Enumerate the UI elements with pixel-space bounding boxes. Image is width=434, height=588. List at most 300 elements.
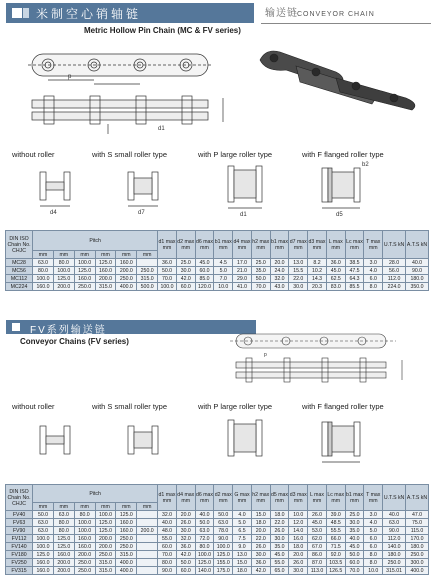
header-square-icon-2 [23,8,29,18]
mc-pitch-unit: mm [53,251,74,259]
table-cell: 18.0 [270,511,289,519]
table-cell: 500.0 [137,283,158,291]
table-row [6,535,429,543]
fv-roller-type-p: with P large roller type [198,402,273,411]
table-cell: 72.0 [195,535,214,543]
table-cell: 45.0 [345,543,364,551]
table-cell: 16.0 [289,535,308,543]
table-cell: 20.0 [251,527,270,535]
table-cell: 25.0 [345,511,364,519]
table-cell: 40.0 [158,519,177,527]
dim-d7-label: d7 [138,210,145,216]
table-cell [137,567,158,575]
table-cell: 8.0 [364,559,383,567]
table-cell: 35.0 [345,527,364,535]
table-cell: 200.0 [95,535,116,543]
table-cell: 83.0 [326,283,345,291]
table-cell: 21.0 [233,267,252,275]
table-cell: 47.0 [406,511,429,519]
table-cell [137,259,158,267]
table-cell: 20.0 [270,259,289,267]
table-cell: 160.0 [33,559,54,567]
table-row [6,567,429,575]
table-cell: 50.0 [33,511,54,519]
table-cell: 40.0 [383,511,406,519]
table-cell: 160.0 [95,267,116,275]
chain-model-cell: FV112 [6,535,33,543]
table-cell: 48.0 [158,527,177,535]
table-cell: 100.0 [33,543,54,551]
table-cell: 160.0 [33,567,54,575]
table-cell: 125.0 [53,543,74,551]
table-cell: 160.0 [116,527,137,535]
table-cell [137,559,158,567]
table-cell: 6.5 [233,527,252,535]
table-cell: 42.0 [251,567,270,575]
table-cell: 63.0 [195,527,214,535]
mc-head-col: U.T.S kN [383,231,406,259]
table-cell: 41.0 [233,283,252,291]
table-cell [137,551,158,559]
table-cell: 26.0 [308,511,327,519]
table-cell: 40.0 [345,535,364,543]
dim-d1-label: d1 [158,126,165,132]
table-cell: 180.0 [406,543,429,551]
dim-d1-roller-label: d1 [240,212,247,218]
table-cell: 50.0 [158,267,177,275]
table-cell: 22.0 [270,519,289,527]
table-cell: 250.0 [74,283,95,291]
table-cell: 400.0 [116,283,137,291]
fv-spec-table [5,484,429,575]
fv-roller-type-f: with F flanged roller type [302,402,384,411]
table-cell: 80.0 [33,267,54,275]
table-cell: 315.0 [116,551,137,559]
table-cell: 92.0 [326,551,345,559]
table-row [6,511,429,519]
mc-head-col: Lc max mm [345,231,364,259]
table-cell: 63.0 [33,519,54,527]
table-cell: 53.0 [308,527,327,535]
table-cell: 8.2 [308,259,327,267]
dim-b2-label: b2 [362,162,369,168]
table-cell: 38.5 [345,259,364,267]
table-cell: 10.0 [364,567,383,575]
fv-pitch-unit: mm [137,503,158,511]
table-cell: 32.0 [176,535,195,543]
table-cell: 36.0 [176,543,195,551]
table-row [6,551,429,559]
table-cell: 85.5 [345,283,364,291]
table-cell: 50.0 [345,551,364,559]
mc-subtitle: Metric Hollow Pin Chain (MC & FV series) [84,26,241,35]
table-row [6,275,429,283]
mc-roller-type-f: with F flanged roller type [302,150,384,159]
mc-head-col: b1 max mm [270,231,289,259]
fv-head-col: d4 max mm [176,485,195,511]
table-cell: 80.0 [53,527,74,535]
chain-model-cell: FV90 [6,527,33,535]
table-cell: 48.5 [326,519,345,527]
table-cell: 115.0 [406,527,429,535]
table-row [6,259,429,267]
table-cell: 125.0 [95,527,116,535]
table-cell [137,511,158,519]
fv-head-col: d3 max mm [289,485,308,511]
table-cell: 80.0 [53,259,74,267]
table-row [6,527,429,535]
table-cell: 100.0 [74,259,95,267]
fv-table-body [6,511,429,575]
fv-head-col: Lc max mm [326,485,345,511]
table-cell: 13.0 [289,259,308,267]
mc-head-col: h2 max mm [251,231,270,259]
table-cell: 26.0 [270,527,289,535]
table-cell: 64.3 [345,275,364,283]
mc-head-col: d7 max mm [289,231,308,259]
table-cell: 10.0 [289,511,308,519]
table-cell: 30.0 [176,267,195,275]
fv-title: FV系列输送链 [30,325,107,336]
table-cell: 160.0 [74,543,95,551]
table-cell: 66.0 [326,535,345,543]
table-cell: 45.0 [326,267,345,275]
table-cell: 50.0 [214,511,233,519]
table-cell: 60.0 [345,559,364,567]
table-cell: 50.0 [195,519,214,527]
mc-head-col: d1 max mm [158,231,177,259]
table-cell: 90.0 [406,267,429,275]
table-cell: 200.0 [95,275,116,283]
table-cell: 170.0 [406,535,429,543]
table-cell: 39.0 [326,511,345,519]
table-cell: 9.0 [233,543,252,551]
table-cell: 160.0 [116,519,137,527]
table-cell: 26.0 [289,559,308,567]
fv-head-col: L max mm [308,485,327,511]
table-cell: 15.0 [233,559,252,567]
table-cell: 47.5 [345,267,364,275]
table-cell: 85.0 [195,275,214,283]
table-cell: 112.0 [383,275,406,283]
table-cell: 63.0 [33,527,54,535]
chain-model-cell: FV250 [6,559,33,567]
table-cell: 4.0 [364,519,383,527]
table-cell: 250.0 [406,551,429,559]
table-cell: 32.0 [158,511,177,519]
header-cn-title: 米制空心销轴链 [36,7,142,21]
header-right [261,3,431,24]
table-cell: 26.0 [251,543,270,551]
table-cell: 250.0 [383,559,406,567]
chain-model-cell: MC28 [6,259,33,267]
table-cell: 20.0 [289,551,308,559]
table-row [6,559,429,567]
mc-table-body [6,259,429,291]
table-cell: 22.0 [251,535,270,543]
table-cell: 36.0 [158,259,177,267]
table-cell: 160.0 [53,551,74,559]
fv-head-col: b1 max mm [345,485,364,511]
table-cell: 30.0 [270,535,289,543]
table-cell: 100.0 [214,543,233,551]
table-cell: 8.0 [364,551,383,559]
table-cell: 155.0 [214,559,233,567]
table-cell: 6.0 [364,543,383,551]
table-cell: 87.0 [308,559,327,567]
table-cell: 90.0 [214,535,233,543]
fv-head-col: h2 max mm [251,485,270,511]
table-cell: 100.0 [195,551,214,559]
table-cell: 160.0 [116,259,137,267]
table-row [6,267,429,275]
table-cell: 35.0 [270,543,289,551]
table-cell: 315.0 [95,559,116,567]
table-cell: 26.0 [176,519,195,527]
table-cell: 200.0 [53,567,74,575]
table-cell: 125.0 [116,511,137,519]
fv-roller-drawings [10,412,430,472]
table-cell: 125.0 [195,559,214,567]
table-cell: 160.0 [74,275,95,283]
table-cell [137,519,158,527]
table-cell: 100.0 [33,535,54,543]
header-square-icon [12,8,22,18]
fv-dim-p-label: p [264,352,267,358]
table-cell: 30.0 [289,283,308,291]
table-cell: 100.0 [158,283,177,291]
mc-head-chain-no: DIN ISO Chain No. CHJC [6,231,33,259]
table-cell: 15.5 [289,267,308,275]
table-cell: 100.0 [95,511,116,519]
table-cell: 14.0 [289,527,308,535]
table-row [6,543,429,551]
table-cell: 125.0 [95,519,116,527]
table-cell: 315.0 [137,275,158,283]
table-cell: 18.0 [289,543,308,551]
table-cell: 56.0 [383,267,406,275]
chain-model-cell: FV180 [6,551,33,559]
table-cell: 18.0 [233,567,252,575]
table-cell: 30.0 [176,527,195,535]
table-cell: 8.0 [364,283,383,291]
table-cell: 400.0 [406,567,429,575]
table-cell: 250.0 [74,567,95,575]
mc-head-col: A.T.S kN [406,231,429,259]
fv-head-col: d6 max mm [195,485,214,511]
chain-model-cell: MC224 [6,283,33,291]
table-cell: 100.0 [33,275,54,283]
table-cell: 80.0 [74,511,95,519]
table-cell: 100.0 [74,527,95,535]
fv-pitch-unit: mm [74,503,95,511]
table-cell: 32.0 [270,275,289,283]
mc-roller-type-p: with P large roller type [198,150,273,159]
table-row [6,283,429,291]
table-cell: 45.0 [195,259,214,267]
table-cell: 300.0 [406,559,429,567]
fv-pitch-unit: mm [116,503,137,511]
mc-pitch-unit: mm [137,251,158,259]
table-cell: 67.0 [308,543,327,551]
table-cell: 180.0 [406,275,429,283]
table-cell: 25.0 [251,259,270,267]
fv-head-col: G max mm [233,485,252,511]
table-cell: 28.0 [383,259,406,267]
table-cell: 80.0 [53,519,74,527]
table-cell: 5.0 [364,527,383,535]
table-cell: 125.0 [33,551,54,559]
table-cell: 125.0 [53,275,74,283]
mc-pitch-unit: mm [116,251,137,259]
table-cell: 224.0 [383,283,406,291]
table-cell: 65.0 [270,567,289,575]
table-cell: 6.0 [364,275,383,283]
table-cell: 71.5 [326,543,345,551]
table-cell: 12.0 [289,519,308,527]
table-cell: 36.0 [251,559,270,567]
table-cell: 70.0 [158,551,177,559]
table-cell: 315.01 [383,567,406,575]
table-cell: 350.0 [406,283,429,291]
table-cell: 200.0 [53,283,74,291]
table-cell: 103.5 [326,559,345,567]
table-cell: 140.0 [383,543,406,551]
table-cell: 40.0 [406,259,429,267]
table-row [6,519,429,527]
table-cell: 30.0 [251,551,270,559]
table-cell: 18.0 [251,519,270,527]
table-cell: 55.5 [326,527,345,535]
table-cell: 126.5 [326,567,345,575]
table-cell: 7.5 [233,535,252,543]
mc-head-col: d4 max mm [233,231,252,259]
table-cell: 125.0 [214,551,233,559]
mc-roller-drawings [10,160,430,218]
table-cell: 100.0 [74,519,95,527]
mc-roller-type-none: without roller [12,150,55,159]
mc-head-col: T max mm [364,231,383,259]
header-right-cn: 输送链 [265,8,298,19]
table-cell: 400.0 [116,559,137,567]
table-cell: 45.0 [308,519,327,527]
chain-model-cell: FV315 [6,567,33,575]
table-cell: 4.0 [233,511,252,519]
table-cell: 315.0 [95,567,116,575]
table-cell: 63.0 [53,511,74,519]
table-cell: 5.0 [214,267,233,275]
table-cell: 22.0 [289,275,308,283]
table-cell: 4.0 [364,267,383,275]
table-cell: 63.0 [383,519,406,527]
table-cell: 75.0 [406,519,429,527]
table-cell: 60.0 [176,283,195,291]
table-cell: 63.0 [214,519,233,527]
table-cell: 60.0 [195,267,214,275]
table-cell: 6.0 [364,535,383,543]
table-cell: 50.0 [251,275,270,283]
table-cell: 200.0 [53,559,74,567]
mc-head-col: d6 max mm [195,231,214,259]
mc-pitch-unit: mm [33,251,54,259]
table-cell: 4.5 [214,259,233,267]
table-cell: 250.0 [74,559,95,567]
chain-model-cell: FV63 [6,519,33,527]
table-cell: 40.0 [195,511,214,519]
table-cell: 20.3 [308,283,327,291]
table-cell: 3.0 [364,259,383,267]
table-cell: 55.0 [158,535,177,543]
table-cell: 3.0 [364,511,383,519]
table-cell: 200.0 [74,551,95,559]
mc-head-col: L max mm [326,231,345,259]
fv-pitch-unit: mm [33,503,54,511]
table-cell: 80.0 [158,559,177,567]
table-cell: 24.0 [270,267,289,275]
table-cell: 25.0 [176,259,195,267]
table-cell: 15.0 [251,511,270,519]
table-cell: 100.0 [53,267,74,275]
table-cell: 250.0 [116,535,137,543]
table-cell: 42.0 [176,275,195,283]
fv-roller-type-s: with S small roller type [92,402,168,411]
table-cell: 112.0 [383,535,406,543]
chain-model-cell: FV40 [6,511,33,519]
table-cell: 10.2 [308,267,327,275]
table-cell: 140.0 [195,567,214,575]
chain-model-cell: MC112 [6,275,33,283]
mc-roller-type-s: with S small roller type [92,150,168,159]
table-cell [137,543,158,551]
fv-head-col: U.T.S kN [383,485,406,511]
mc-chain-photo [256,42,426,112]
fv-section-header [6,320,256,350]
table-cell: 120.0 [195,283,214,291]
fv-header-square-icon [12,323,20,331]
table-cell: 70.0 [158,275,177,283]
table-cell: 200.0 [137,527,158,535]
mc-pitch-unit: mm [95,251,116,259]
table-cell: 55.0 [270,559,289,567]
table-cell: 125.0 [74,267,95,275]
fv-head-col: T max mm [364,485,383,511]
chain-model-cell: MC56 [6,267,33,275]
table-cell: 36.0 [326,259,345,267]
fv-head-pitch: Pitch [33,485,158,503]
table-cell: 80.0 [195,543,214,551]
fv-subtitle: Conveyor Chains (FV series) [20,337,129,346]
table-cell: 160.0 [74,535,95,543]
header-right-en: CONVEYOR CHAIN [297,11,375,18]
table-cell: 60.0 [176,567,195,575]
fv-pitch-unit: mm [53,503,74,511]
table-cell: 160.0 [33,283,54,291]
table-cell: 113.0 [308,567,327,575]
table-cell: 90.0 [383,527,406,535]
table-cell: 315.0 [95,283,116,291]
table-cell: 250.0 [116,543,137,551]
fv-pitch-unit: mm [95,503,116,511]
mc-head-pitch: Pitch [33,231,158,251]
table-cell: 14.3 [308,275,327,283]
table-cell: 250.0 [95,551,116,559]
table-cell: 70.0 [345,567,364,575]
table-cell: 400.0 [116,567,137,575]
table-cell: 125.0 [95,259,116,267]
table-cell: 10.0 [214,283,233,291]
dim-d5-label: d5 [336,212,343,218]
chain-model-cell: FV140 [6,543,33,551]
